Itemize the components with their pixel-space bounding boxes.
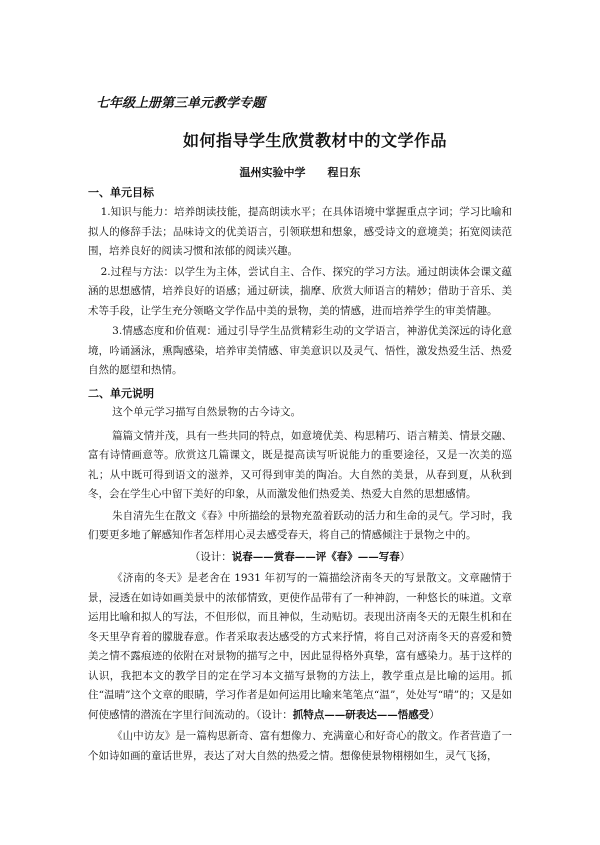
series-title: 七年级上册第三单元教学专题 [96,96,266,111]
author-line [0,164,600,180]
paragraph-4-text: 《济南的冬天》是老舍在 1931 年初写的一篇描绘济南冬天的写景散文。文章融情于景，浸透在如诗如画美景中的浓郁情致，更使作品带有了一种神韵，一种悠长的味道。文章运用比喻和拟人的写法，不但形似，而且神似，生动贴切。表现出济南冬天的无限生机和在冬天里孕育着的朦胧春意。作者采取表达感受的方式来抒情，将自己对济南冬天的喜爱和赞美之情不露痕迹的依附在对景物的描写之中，因此显得格外真挚，富有感染力。基于这样的认识，我把本文的教学目的定在学习本文描写景物的方法上，教学重点是比喻的运用。抓住“温晴”这个文章的眼睛，学习作者是如何运用比喻来笔笔点“温”，处处写“晴”的；又是如何使感情的潜流在字里行间流动的。 [88,572,512,721]
section2-paragraph-3: 朱自清先生在散文《春》中所描绘的景物充盈着跃动的活力和生命的灵气。学习时，我们要更多地了解感知作者怎样用心灵去感受春天，将自己的情感倾注于景物之中的。 [88,509,512,541]
page-title: 如何指导学生欣赏教材中的文学作品 [182,131,447,150]
design-note-1-suffix: ） [399,550,411,563]
section1-goals [88,203,512,381]
section1-heading: 一、单元目标 [88,186,154,199]
design-note-1-steps: 说春——赏春——评《春》——写春 [231,550,400,563]
design-note-1 [88,548,512,568]
design-note-2-suffix: ） [429,708,440,721]
author-name: 程日东 [327,166,361,179]
section2-paragraph-2: 篇篇文情并茂，具有一些共同的特点，如意境优美、构思精巧、语言精美、情景交融、富有诗情画意等。欣赏这几篇课文，既是提高读写听说能力的重要途径，又是一次美的巡礼；从中既可得到语文的滋养，又可得到审美的陶冶。大自然的美景，从春到夏，从秋到冬，会在学生心中留下美好的印象，从而激发他们热爱美、热爱大自然的思想感情。 [88,429,512,500]
section2-paragraph-1: 这个单元学习描写自然景物的古今诗文。 [112,406,302,418]
goal-2: 2.过程与方法：以学生为主体，尝试自主、合作、探究的学习方法。通过朗读体会课文蕴涵的思想感情，培养良好的语感；通过研读，揣摩、欣赏大师语言的精妙；借助于音乐、美术等手段，让学生充分领略文学作品中美的景物，美的情感，进而培养学生的审美情趣。 [88,265,512,317]
goal-3: 3.情感态度和价值观：通过引导学生品赏精彩生动的文学语言，神游优美深远的诗化意境，吟诵涵泳，熏陶感染，培养审美情感、审美意识以及灵气、悟性，激发热爱生活、热爱自然的愿望和热情。 [88,325,512,376]
design-note-2-steps: 抓特点——研表达——悟感受 [292,708,430,721]
goal-1: 1.知识与能力：培养朗读技能，提高朗读水平；在具体语境中掌握重点字词；学习比喻和拟人的修辞手法；品味诗文的优美语言，引领联想和想象，感受诗文的意境美；拓宽阅读范围，培养良好的阅读习惯和浓郁的阅读兴趣。 [88,206,512,257]
design-note-1-prefix: （设计： [189,550,232,563]
author-school: 温州实验中学 [239,166,306,179]
section2-heading: 二、单元说明 [88,387,154,400]
section2-paragraph-5: 《山中访友》是一篇构思新奇、富有想像力、充满童心和好奇心的散文。作者营造了一个如诗如画的童话世界，表达了对大自然的热爱之情。想像使景物栩栩如生，灵气飞扬， [88,730,512,762]
design-note-2-prefix: （设计： [256,708,293,721]
section2-body [88,403,512,766]
section2-paragraph-4 [88,569,512,725]
